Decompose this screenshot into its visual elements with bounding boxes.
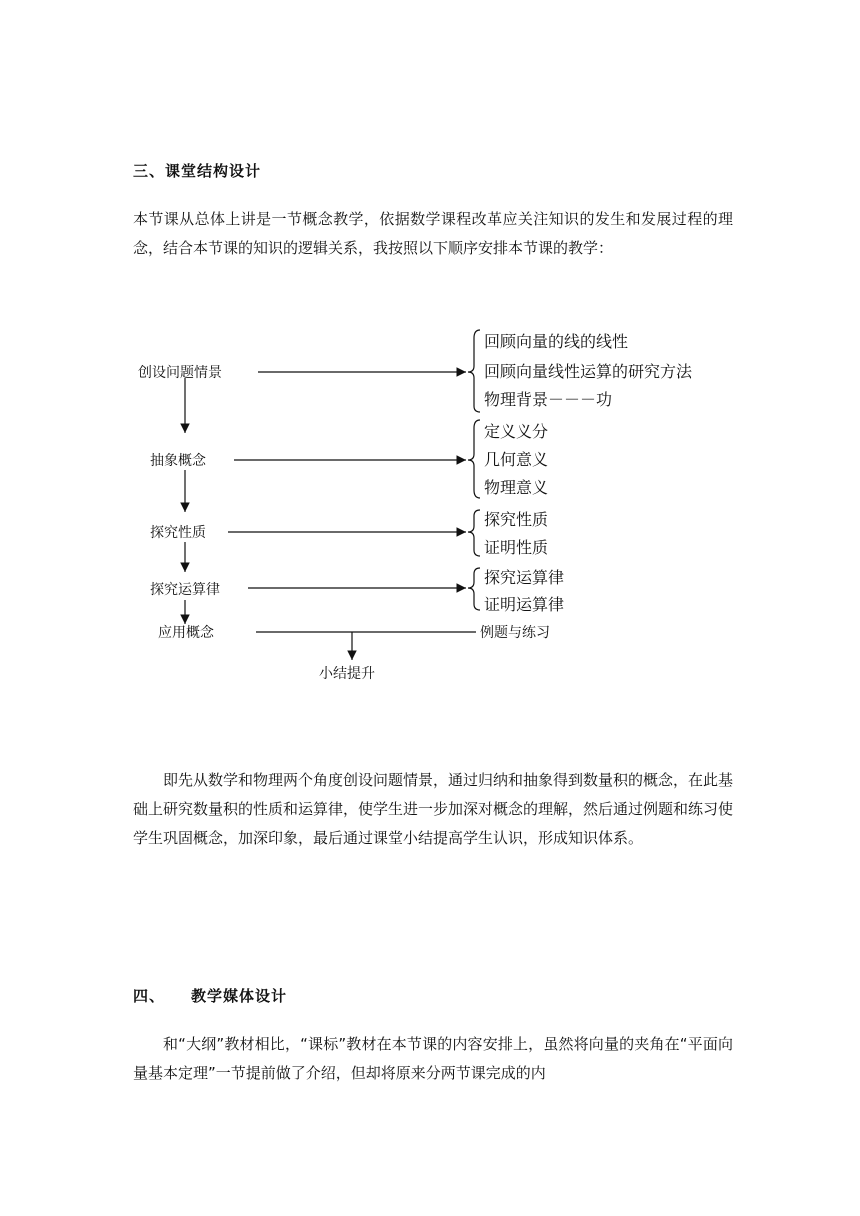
final-step-label: 小结提升 xyxy=(319,666,375,682)
step-2-label: 抽象概念 xyxy=(150,453,206,469)
brace-3 xyxy=(468,510,480,556)
section-3-intro: 本节课从总体上讲是一节概念教学，依据数学课程改革应关注知识的发生和发展过程的理念，结合本节课的知识的逻辑关系，我按照以下顺序安排本节课的教学： xyxy=(133,210,733,257)
section-3-heading: 三、课堂结构设计 xyxy=(133,162,262,180)
step-1-label: 创设问题情景 xyxy=(138,365,222,381)
section-4-title: 教学媒体设计 xyxy=(191,987,288,1005)
step-3-item-2: 证明性质 xyxy=(484,538,549,557)
summary-paragraph: 即先从数学和物理两个角度创设问题情景，通过归纳和抽象得到数量积的概念，在此基础上研究数量积的性质和运算律，使学生进一步加深对概念的理解，然后通过例题和练习使学生巩固概念，加深印象，最后通过课堂小结提高学生认识，形成知识体系。 xyxy=(133,771,734,847)
step-2-item-3: 物理意义 xyxy=(484,478,549,497)
section-4-heading xyxy=(133,985,287,1006)
step-5-label: 应用概念 xyxy=(158,625,214,641)
step-4-item-1: 探究运算律 xyxy=(484,568,565,587)
brace-1 xyxy=(468,330,480,412)
step-4-item-2: 证明运算律 xyxy=(484,595,565,614)
step-3-label: 探究性质 xyxy=(150,525,206,541)
brace-2 xyxy=(468,420,480,498)
step-1-item-3: 物理背景－－－功 xyxy=(484,390,613,409)
step-3-item-1: 探究性质 xyxy=(484,510,549,529)
step-1-item-1: 回顾向量的线的线性 xyxy=(484,332,629,351)
step-1-item-2: 回顾向量线性运算的研究方法 xyxy=(484,362,693,381)
step-2-item-2: 几何意义 xyxy=(484,450,549,469)
section-4-number: 四、 xyxy=(133,987,166,1005)
brace-4 xyxy=(468,568,480,610)
step-2-item-1: 定义义分 xyxy=(484,422,549,441)
lesson-structure-flowchart xyxy=(128,318,728,688)
step-5-item-1: 例题与练习 xyxy=(480,625,550,641)
section-4-intro: 和“大纲”教材相比，“课标”教材在本节课的内容安排上，虽然将向量的夹角在“平面向量基本定理”一节提前做了介绍，但却将原来分两节课完成的内 xyxy=(133,1035,733,1082)
step-4-label: 探究运算律 xyxy=(150,582,220,598)
